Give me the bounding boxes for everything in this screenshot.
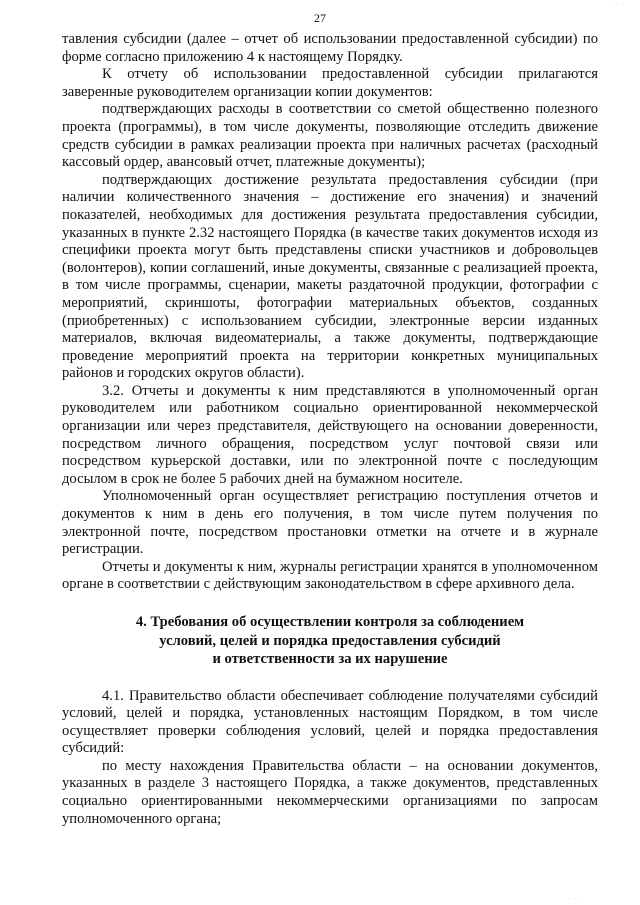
paragraph-result-docs: подтверждающих достижение результата предоставления субсидии (при наличии количественного значения – достижение его значения) и значений показателей, необходимых для достижения результата предоставления субсидии, указанных в пункте 2.32 настоящего Порядка (в качестве таких документов исходя из специфики проекта могут быть представлены списки участников и добровольцев (волонтеров), копии соглашений, иные документы, связанные с реализацией проекта, в том числе программы, сценарии, макеты раздаточной продукции, фотографии с мероприятий, скриншоты, фотографии материальных объектов, созданных (приобретенных) с использованием субсидии, электронные версии изданных материалов, включая видеоматериалы, а также документы, подтверждающие проведение мероприятий проекта на территории конкретных муниципальных районов и городских округов области). (62, 171, 598, 382)
paragraph-location-control: по месту нахождения Правительства области – на основании документов, указанных в разделе 3 настоящего Порядка, а также документов, представленных социально ориентированными некоммерческими организациями по запросам уполномоченного органа; (62, 757, 598, 827)
paragraph-registration: Уполномоченный орган осуществляет регистрацию поступления отчетов и документов к ним в день его получения, в том числе путем получения по электронной почте, посредством простановки отметки на отчете и в журнале регистрации. (62, 488, 598, 558)
document-body (62, 31, 598, 828)
scan-mark-bottom: · · · (568, 895, 584, 903)
paragraph-archive: Отчеты и документы к ним, журналы регистрации хранятся в уполномоченном органе в соответствии с действующим законодательством в сфере архивного дела. (62, 558, 598, 593)
section-heading-line-3: и ответственности за их нарушение (212, 651, 448, 667)
paragraph-attachments: К отчету об использовании предоставленной субсидии прилагаются заверенные руководителем организации копии документов: (62, 66, 598, 100)
section-heading-line-2: условий, целей и порядка предоставления субсидий (159, 632, 501, 649)
paragraph-3-2: 3.2. Отчеты и документы к ним представляются в уполномоченный орган руководителем или работником социально ориентированной некоммерческой организации или через представителя, действующего на основании доверенности, посредством личного обращения, посредством услуг почтовой связи или посредством курьерской доставки, или по электронной почте с последующим досылом в срок не более 5 рабочих дней на бумажном носителе. (62, 382, 598, 487)
page-number: 27 (314, 11, 326, 25)
scan-mark-top: · · · (610, 0, 626, 8)
paragraph-continuation: тавления субсидии (далее – отчет об использовании предоставленной субсидии) по форме согласно приложению 4 к настоящему Порядку. (62, 31, 598, 65)
paragraph-expense-docs: подтверждающих расходы в соответствии со сметой общественно полезного проекта (программы), в том числе документы, позволяющие отследить движение средств субсидии в рамках реализации проекта при наличных расчетах (расходный кассовый ордер, авансовый отчет, платежные документы); (62, 101, 598, 171)
paragraph-4-1: 4.1. Правительство области обеспечивает соблюдение получателями субсидий условий, целей и порядка, установленных настоящим Порядком, в том числе осуществляет проверки соблюдения условий, целей и порядка предоставления субсидий: (62, 687, 598, 757)
section-heading (62, 613, 598, 669)
section-heading-line-1: 4. Требования об осуществлении контроля за соблюдением (135, 614, 525, 630)
